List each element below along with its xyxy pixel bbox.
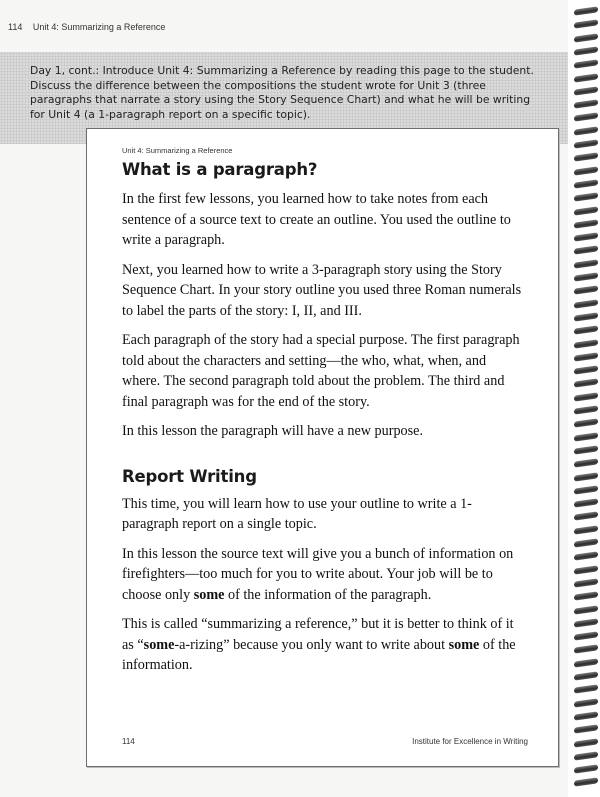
spiral-coil — [574, 99, 598, 108]
student-page — [86, 128, 559, 767]
paragraph-1: In the first few lessons, you learned how to take notes from each sentence of a source text to create an outline. You used the outline to write a paragraph. — [122, 191, 511, 248]
running-head-title: Unit 4: Summarizing a Reference — [32, 22, 166, 32]
student-page-footer-publisher: Institute for Excellence in Writing — [412, 737, 528, 746]
heading-report-writing: Report Writing — [122, 466, 257, 486]
spiral-coil — [574, 193, 598, 202]
spiral-coil — [574, 299, 598, 308]
spiral-coil — [574, 658, 598, 667]
paragraph-3: Each paragraph of the story had a special purpose. The first paragraph told about the characters and setting—the who, what, when, and where. The second paragraph told about the problem. The third and final paragraph was for the end of the story. — [122, 332, 520, 410]
spiral-coil — [574, 246, 598, 255]
spiral-coil — [574, 605, 598, 614]
spiral-coil — [574, 578, 598, 587]
spiral-coil — [574, 6, 598, 15]
spiral-coil — [574, 73, 598, 82]
spiral-coil — [574, 725, 598, 734]
spiral-coil — [574, 432, 598, 441]
spiral-coil — [574, 445, 598, 454]
heading-what-is-a-paragraph: What is a paragraph? — [122, 160, 318, 179]
spiral-coil — [574, 166, 598, 175]
spiral-coil — [574, 86, 598, 95]
spiral-coil — [574, 46, 598, 55]
spiral-coil — [574, 751, 598, 760]
spiral-coil — [574, 179, 598, 188]
spiral-coil — [574, 631, 598, 640]
student-page-content — [122, 160, 527, 685]
spiral-coil — [574, 139, 598, 148]
spiral-coil — [574, 392, 598, 401]
spiral-coil — [574, 538, 598, 547]
spiral-coil — [574, 326, 598, 335]
paragraph-7-text-c: of the information. — [122, 636, 516, 673]
spiral-coil — [574, 685, 598, 694]
spiral-coil — [574, 778, 598, 787]
spiral-coil — [574, 339, 598, 348]
student-page-header: Unit 4: Summarizing a Reference — [122, 146, 233, 155]
spiral-coil — [574, 286, 598, 295]
spiral-coil — [574, 126, 598, 135]
spiral-coil — [574, 645, 598, 654]
paragraph-6-bold: some — [193, 586, 225, 603]
spiral-coil — [574, 219, 598, 228]
spiral-coil — [574, 419, 598, 428]
spiral-coil — [574, 698, 598, 707]
instruction-text: Day 1, cont.: Introduce Unit 4: Summarizing a Reference by reading this page to the student. Discuss the difference between the compositions the student wrote for Unit 3 (three paragraphs that narrate a story using the Story Sequence Chart) and what he will be writing for Unit 4 (a 1-paragraph report on a specific topic). — [30, 64, 534, 121]
spiral-coil — [574, 738, 598, 747]
paragraph-6-text-a: In this lesson the source text will give you a bunch of information on firefighters—too much for you to write about. Your job will be to choose only — [122, 545, 514, 603]
paragraph-7-text-b: -a-rizing” because you only want to write about — [174, 636, 449, 653]
spiral-coil — [574, 764, 598, 773]
spiral-coil — [574, 592, 598, 601]
spiral-coil — [574, 33, 598, 42]
spiral-coil — [574, 498, 598, 507]
running-head-page-number: 114 — [8, 22, 23, 32]
spiral-coil — [574, 113, 598, 122]
spiral-coil — [574, 259, 598, 268]
spiral-coil — [574, 232, 598, 241]
student-page-footer-number: 114 — [122, 737, 135, 746]
paragraph-6-text-b: of the information of the paragraph. — [224, 586, 432, 603]
spiral-coil — [574, 405, 598, 414]
paragraph-7-text-a: This is called “summarizing a reference,” but it is better to think of it as “ — [122, 616, 514, 653]
paragraph-7-bold-2: some — [448, 636, 480, 653]
spiral-coil — [574, 20, 598, 29]
spiral-coil — [574, 525, 598, 534]
spiral-coil — [574, 206, 598, 215]
spiral-coil — [574, 618, 598, 627]
spiral-coil — [574, 312, 598, 321]
spiral-coil — [574, 512, 598, 521]
spiral-coil — [574, 352, 598, 361]
spiral-coil — [574, 60, 598, 69]
spiral-coil — [574, 711, 598, 720]
running-head — [8, 22, 165, 32]
spiral-coil — [574, 365, 598, 374]
paragraph-2: Next, you learned how to write a 3-paragraph story using the Story Sequence Chart. In your story outline you used three Roman numerals to label the parts of the story: I, II, and III. — [122, 261, 522, 319]
paragraph-7 — [122, 614, 527, 676]
spiral-coil — [574, 272, 598, 281]
spiral-coil — [574, 671, 598, 680]
spiral-binding — [568, 0, 600, 797]
paragraph-7-bold-1: some — [143, 636, 175, 653]
paragraph-4: In this lesson the paragraph will have a new purpose. — [122, 423, 424, 439]
spiral-coil — [574, 472, 598, 481]
paragraph-5: This time, you will learn how to use your outline to write a 1-paragraph report on a single topic. — [122, 495, 472, 532]
spiral-coil — [574, 153, 598, 162]
spiral-coil — [574, 485, 598, 494]
spiral-coil — [574, 565, 598, 574]
spiral-coil — [574, 459, 598, 468]
paragraph-6 — [122, 544, 527, 606]
spiral-coil — [574, 379, 598, 388]
spiral-coil — [574, 552, 598, 561]
